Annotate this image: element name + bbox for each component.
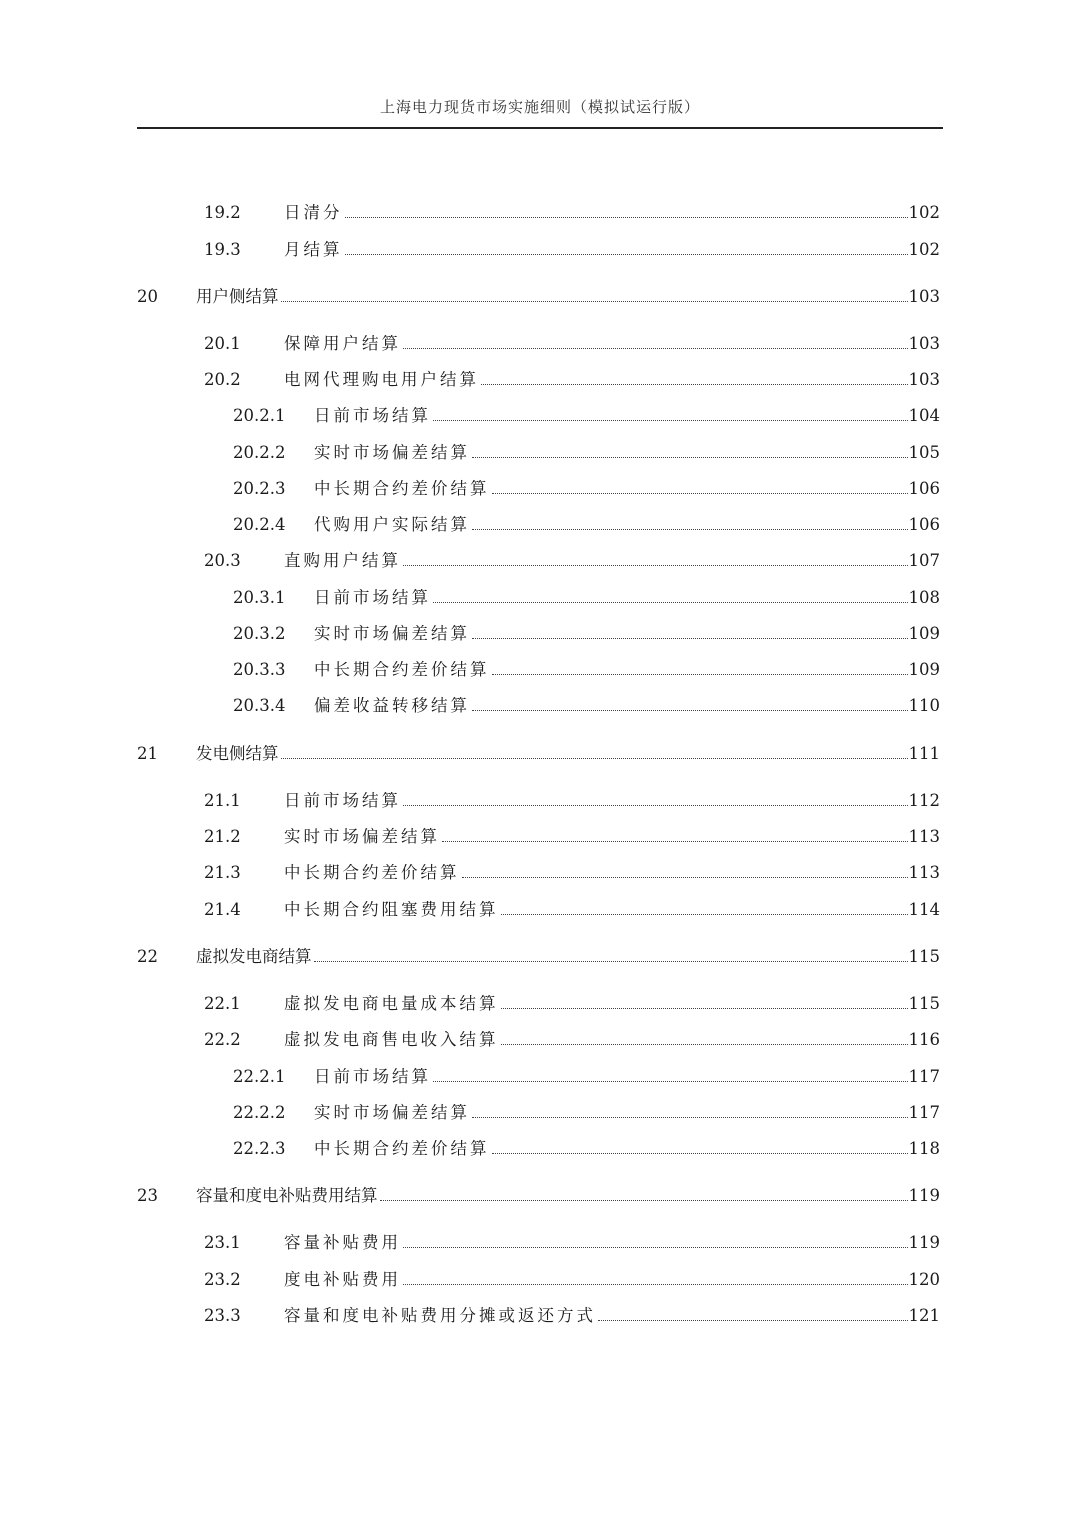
toc-entry-title: 代购用户实际结算 (314, 513, 470, 537)
toc-entry-number: 20 (137, 287, 158, 306)
toc-entry-title: 中长期合约阻塞费用结算 (284, 898, 499, 922)
toc-dot-leader (598, 1306, 908, 1321)
toc-entry-page-number: 111 (908, 744, 940, 763)
toc-entry-page-number: 107 (908, 551, 940, 570)
toc-entry-page-number: 113 (908, 863, 940, 882)
toc-entry-label (284, 1268, 910, 1292)
toc-entry-number: 23.1 (204, 1233, 241, 1252)
toc-dot-leader (314, 947, 909, 962)
toc-entry[interactable] (0, 825, 1080, 849)
toc-entry-number: 20.3.2 (233, 624, 286, 643)
toc-dot-leader (345, 203, 909, 218)
toc-entry-number: 20.2.1 (233, 406, 286, 425)
toc-entry-title: 月结算 (284, 238, 343, 262)
toc-entry-label (284, 898, 910, 922)
toc-entry[interactable] (0, 1137, 1080, 1161)
toc-entry-title: 直购用户结算 (284, 549, 401, 573)
toc-entry-number: 22.2.1 (233, 1067, 286, 1086)
toc-entry-label (314, 404, 910, 428)
toc-entry-title: 实时市场偏差结算 (314, 1101, 470, 1125)
toc-dot-leader (472, 696, 908, 711)
toc-entry-page-number: 104 (908, 406, 940, 425)
toc-dot-leader (492, 1139, 909, 1154)
toc-entry-number: 23 (137, 1186, 158, 1205)
toc-entry-number: 21 (137, 744, 158, 763)
toc-dot-leader (403, 791, 908, 806)
toc-entry[interactable] (0, 1101, 1080, 1125)
toc-entry-title: 日前市场结算 (314, 586, 431, 610)
toc-entry-page-number: 115 (908, 994, 940, 1013)
toc-entry-title: 度电补贴费用 (284, 1268, 401, 1292)
toc-entry-number: 20.3.1 (233, 588, 286, 607)
toc-entry-title: 用户侧结算 (196, 285, 279, 309)
toc-entry[interactable] (0, 861, 1080, 885)
toc-entry-page-number: 115 (908, 947, 940, 966)
toc-entry-page-number: 114 (908, 900, 940, 919)
toc-entry-page-number: 117 (908, 1103, 940, 1122)
toc-dot-leader (472, 624, 908, 639)
toc-entry-title: 中长期合约差价结算 (314, 477, 490, 501)
toc-entry[interactable] (0, 404, 1080, 428)
toc-entry-label (284, 201, 910, 225)
toc-entry-title: 偏差收益转移结算 (314, 694, 470, 718)
toc-entry-page-number: 112 (908, 791, 940, 810)
toc-entry-page-number: 113 (908, 827, 940, 846)
toc-entry-title: 虚拟发电商结算 (196, 945, 312, 969)
toc-entry-label (196, 1184, 910, 1208)
toc-entry-label (314, 1101, 910, 1125)
toc-entry-title: 实时市场偏差结算 (314, 622, 470, 646)
toc-entry-page-number: 103 (908, 370, 940, 389)
toc-entry-page-number: 102 (908, 240, 940, 259)
toc-entry-page-number: 105 (908, 443, 940, 462)
toc-dot-leader (433, 406, 908, 421)
toc-dot-leader (492, 479, 909, 494)
toc-dot-leader (281, 744, 909, 759)
toc-entry-title: 保障用户结算 (284, 332, 401, 356)
toc-entry-page-number: 117 (908, 1067, 940, 1086)
toc-entry-number: 19.3 (204, 240, 241, 259)
toc-entry[interactable] (0, 1231, 1080, 1255)
toc-entry-page-number: 103 (908, 334, 940, 353)
toc-entry-page-number: 109 (908, 624, 940, 643)
toc-entry-title: 虚拟发电商电量成本结算 (284, 992, 499, 1016)
toc-dot-leader (472, 1103, 908, 1118)
toc-entry-label (314, 586, 910, 610)
toc-entry-label (314, 622, 910, 646)
toc-entry-label (314, 658, 910, 682)
toc-entry-number: 20.2.4 (233, 515, 286, 534)
toc-entry-label (284, 368, 910, 392)
toc-entry-label (284, 1028, 910, 1052)
toc-entry[interactable] (0, 1065, 1080, 1089)
toc-entry-number: 19.2 (204, 203, 241, 222)
toc-entry[interactable] (0, 332, 1080, 356)
toc-entry-title: 中长期合约差价结算 (314, 658, 490, 682)
toc-entry-number: 22.2.2 (233, 1103, 286, 1122)
toc-dot-leader (345, 240, 909, 255)
toc-entry-number: 22.1 (204, 994, 241, 1013)
toc-entry-title: 中长期合约差价结算 (314, 1137, 490, 1161)
toc-entry[interactable] (0, 945, 1080, 969)
toc-entry-page-number: 119 (908, 1186, 940, 1205)
toc-entry-page-number: 102 (908, 203, 940, 222)
toc-dot-leader (501, 900, 909, 915)
toc-entry-number: 23.2 (204, 1270, 241, 1289)
toc-entry-title: 发电侧结算 (196, 742, 279, 766)
toc-dot-leader (403, 1270, 908, 1285)
toc-entry-label (314, 1137, 910, 1161)
toc-dot-leader (501, 1030, 909, 1045)
toc-entry[interactable] (0, 368, 1080, 392)
toc-entry-title: 实时市场偏差结算 (314, 441, 470, 465)
toc-entry-number: 21.2 (204, 827, 241, 846)
toc-entry-label (284, 825, 910, 849)
toc-entry-number: 20.2.3 (233, 479, 286, 498)
toc-entry-title: 日清分 (284, 201, 343, 225)
toc-entry-number: 20.3.3 (233, 660, 286, 679)
toc-entry-page-number: 106 (908, 479, 940, 498)
toc-dot-leader (380, 1186, 909, 1201)
toc-entry-label (284, 992, 910, 1016)
toc-entry[interactable] (0, 694, 1080, 718)
toc-entry-title: 容量和度电补贴费用分摊或返还方式 (284, 1304, 596, 1328)
toc-entry-title: 中长期合约差价结算 (284, 861, 460, 885)
toc-entry[interactable] (0, 477, 1080, 501)
toc-entry-label (284, 1231, 910, 1255)
toc-entry-title: 日前市场结算 (314, 404, 431, 428)
toc-entry-title: 电网代理购电用户结算 (284, 368, 479, 392)
toc-entry-label (284, 238, 910, 262)
toc-entry-number: 20.3 (204, 551, 241, 570)
toc-entry-number: 20.1 (204, 334, 241, 353)
toc-entry-page-number: 103 (908, 287, 940, 306)
toc-entry-title: 日前市场结算 (314, 1065, 431, 1089)
toc-entry-title: 容量和度电补贴费用结算 (196, 1184, 378, 1208)
toc-entry-label (284, 1304, 910, 1328)
toc-entry[interactable] (0, 1184, 1080, 1208)
toc-dot-leader (403, 1233, 908, 1248)
toc-entry-label (314, 694, 910, 718)
toc-entry-page-number: 116 (908, 1030, 940, 1049)
toc-entry-label (314, 513, 910, 537)
toc-dot-leader (492, 660, 909, 675)
toc-entry-title: 日前市场结算 (284, 789, 401, 813)
toc-dot-leader (442, 827, 908, 842)
toc-entry[interactable] (0, 1304, 1080, 1328)
toc-entry[interactable] (0, 658, 1080, 682)
toc-dot-leader (281, 287, 909, 302)
toc-entry-number: 23.3 (204, 1306, 241, 1325)
header-rule (137, 127, 943, 129)
toc-entry[interactable] (0, 1268, 1080, 1292)
toc-entry[interactable] (0, 441, 1080, 465)
toc-entry-number: 22 (137, 947, 158, 966)
toc-dot-leader (403, 551, 908, 566)
toc-entry-number: 21.4 (204, 900, 241, 919)
toc-entry-page-number: 109 (908, 660, 940, 679)
toc-dot-leader (433, 1067, 908, 1082)
toc-entry[interactable] (0, 238, 1080, 262)
toc-entry[interactable] (0, 992, 1080, 1016)
toc-entry[interactable] (0, 549, 1080, 573)
toc-entry-number: 21.1 (204, 791, 241, 810)
toc-entry-title: 容量补贴费用 (284, 1231, 401, 1255)
toc-entry-number: 20.2.2 (233, 443, 286, 462)
toc-dot-leader (433, 588, 908, 603)
toc-entry-page-number: 121 (908, 1306, 940, 1325)
page-header-title: 上海电力现货市场实施细则（模拟试运行版） (379, 98, 700, 116)
toc-entry[interactable] (0, 201, 1080, 225)
toc-entry-number: 21.3 (204, 863, 241, 882)
toc-entry-title: 实时市场偏差结算 (284, 825, 440, 849)
toc-entry[interactable] (0, 622, 1080, 646)
toc-dot-leader (462, 863, 909, 878)
toc-entry-label (284, 332, 910, 356)
toc-entry[interactable] (0, 898, 1080, 922)
toc-entry[interactable] (0, 586, 1080, 610)
toc-entry-label (196, 742, 910, 766)
toc-entry-label (314, 441, 910, 465)
toc-entry-label (284, 861, 910, 885)
toc-entry-label (196, 945, 910, 969)
toc-dot-leader (472, 515, 908, 530)
toc-dot-leader (472, 443, 908, 458)
toc-entry-label (314, 1065, 910, 1089)
toc-dot-leader (403, 334, 908, 349)
toc-entry-number: 20.2 (204, 370, 241, 389)
toc-dot-leader (501, 994, 909, 1009)
toc-entry-page-number: 106 (908, 515, 940, 534)
toc-entry[interactable] (0, 1028, 1080, 1052)
toc-entry-title: 虚拟发电商售电收入结算 (284, 1028, 499, 1052)
toc-entry-label (284, 789, 910, 813)
toc-entry[interactable] (0, 513, 1080, 537)
toc-entry-page-number: 120 (908, 1270, 940, 1289)
toc-entry-label (284, 549, 910, 573)
toc-entry[interactable] (0, 285, 1080, 309)
toc-entry-page-number: 119 (908, 1233, 940, 1252)
toc-entry-page-number: 110 (908, 696, 940, 715)
toc-entry[interactable] (0, 742, 1080, 766)
toc-entry[interactable] (0, 789, 1080, 813)
toc-entry-number: 20.3.4 (233, 696, 286, 715)
toc-entry-number: 22.2.3 (233, 1139, 286, 1158)
toc-entry-page-number: 118 (908, 1139, 940, 1158)
toc-entry-label (314, 477, 910, 501)
toc-dot-leader (481, 370, 908, 385)
toc-entry-page-number: 108 (908, 588, 940, 607)
toc-entry-label (196, 285, 910, 309)
toc-entry-number: 22.2 (204, 1030, 241, 1049)
